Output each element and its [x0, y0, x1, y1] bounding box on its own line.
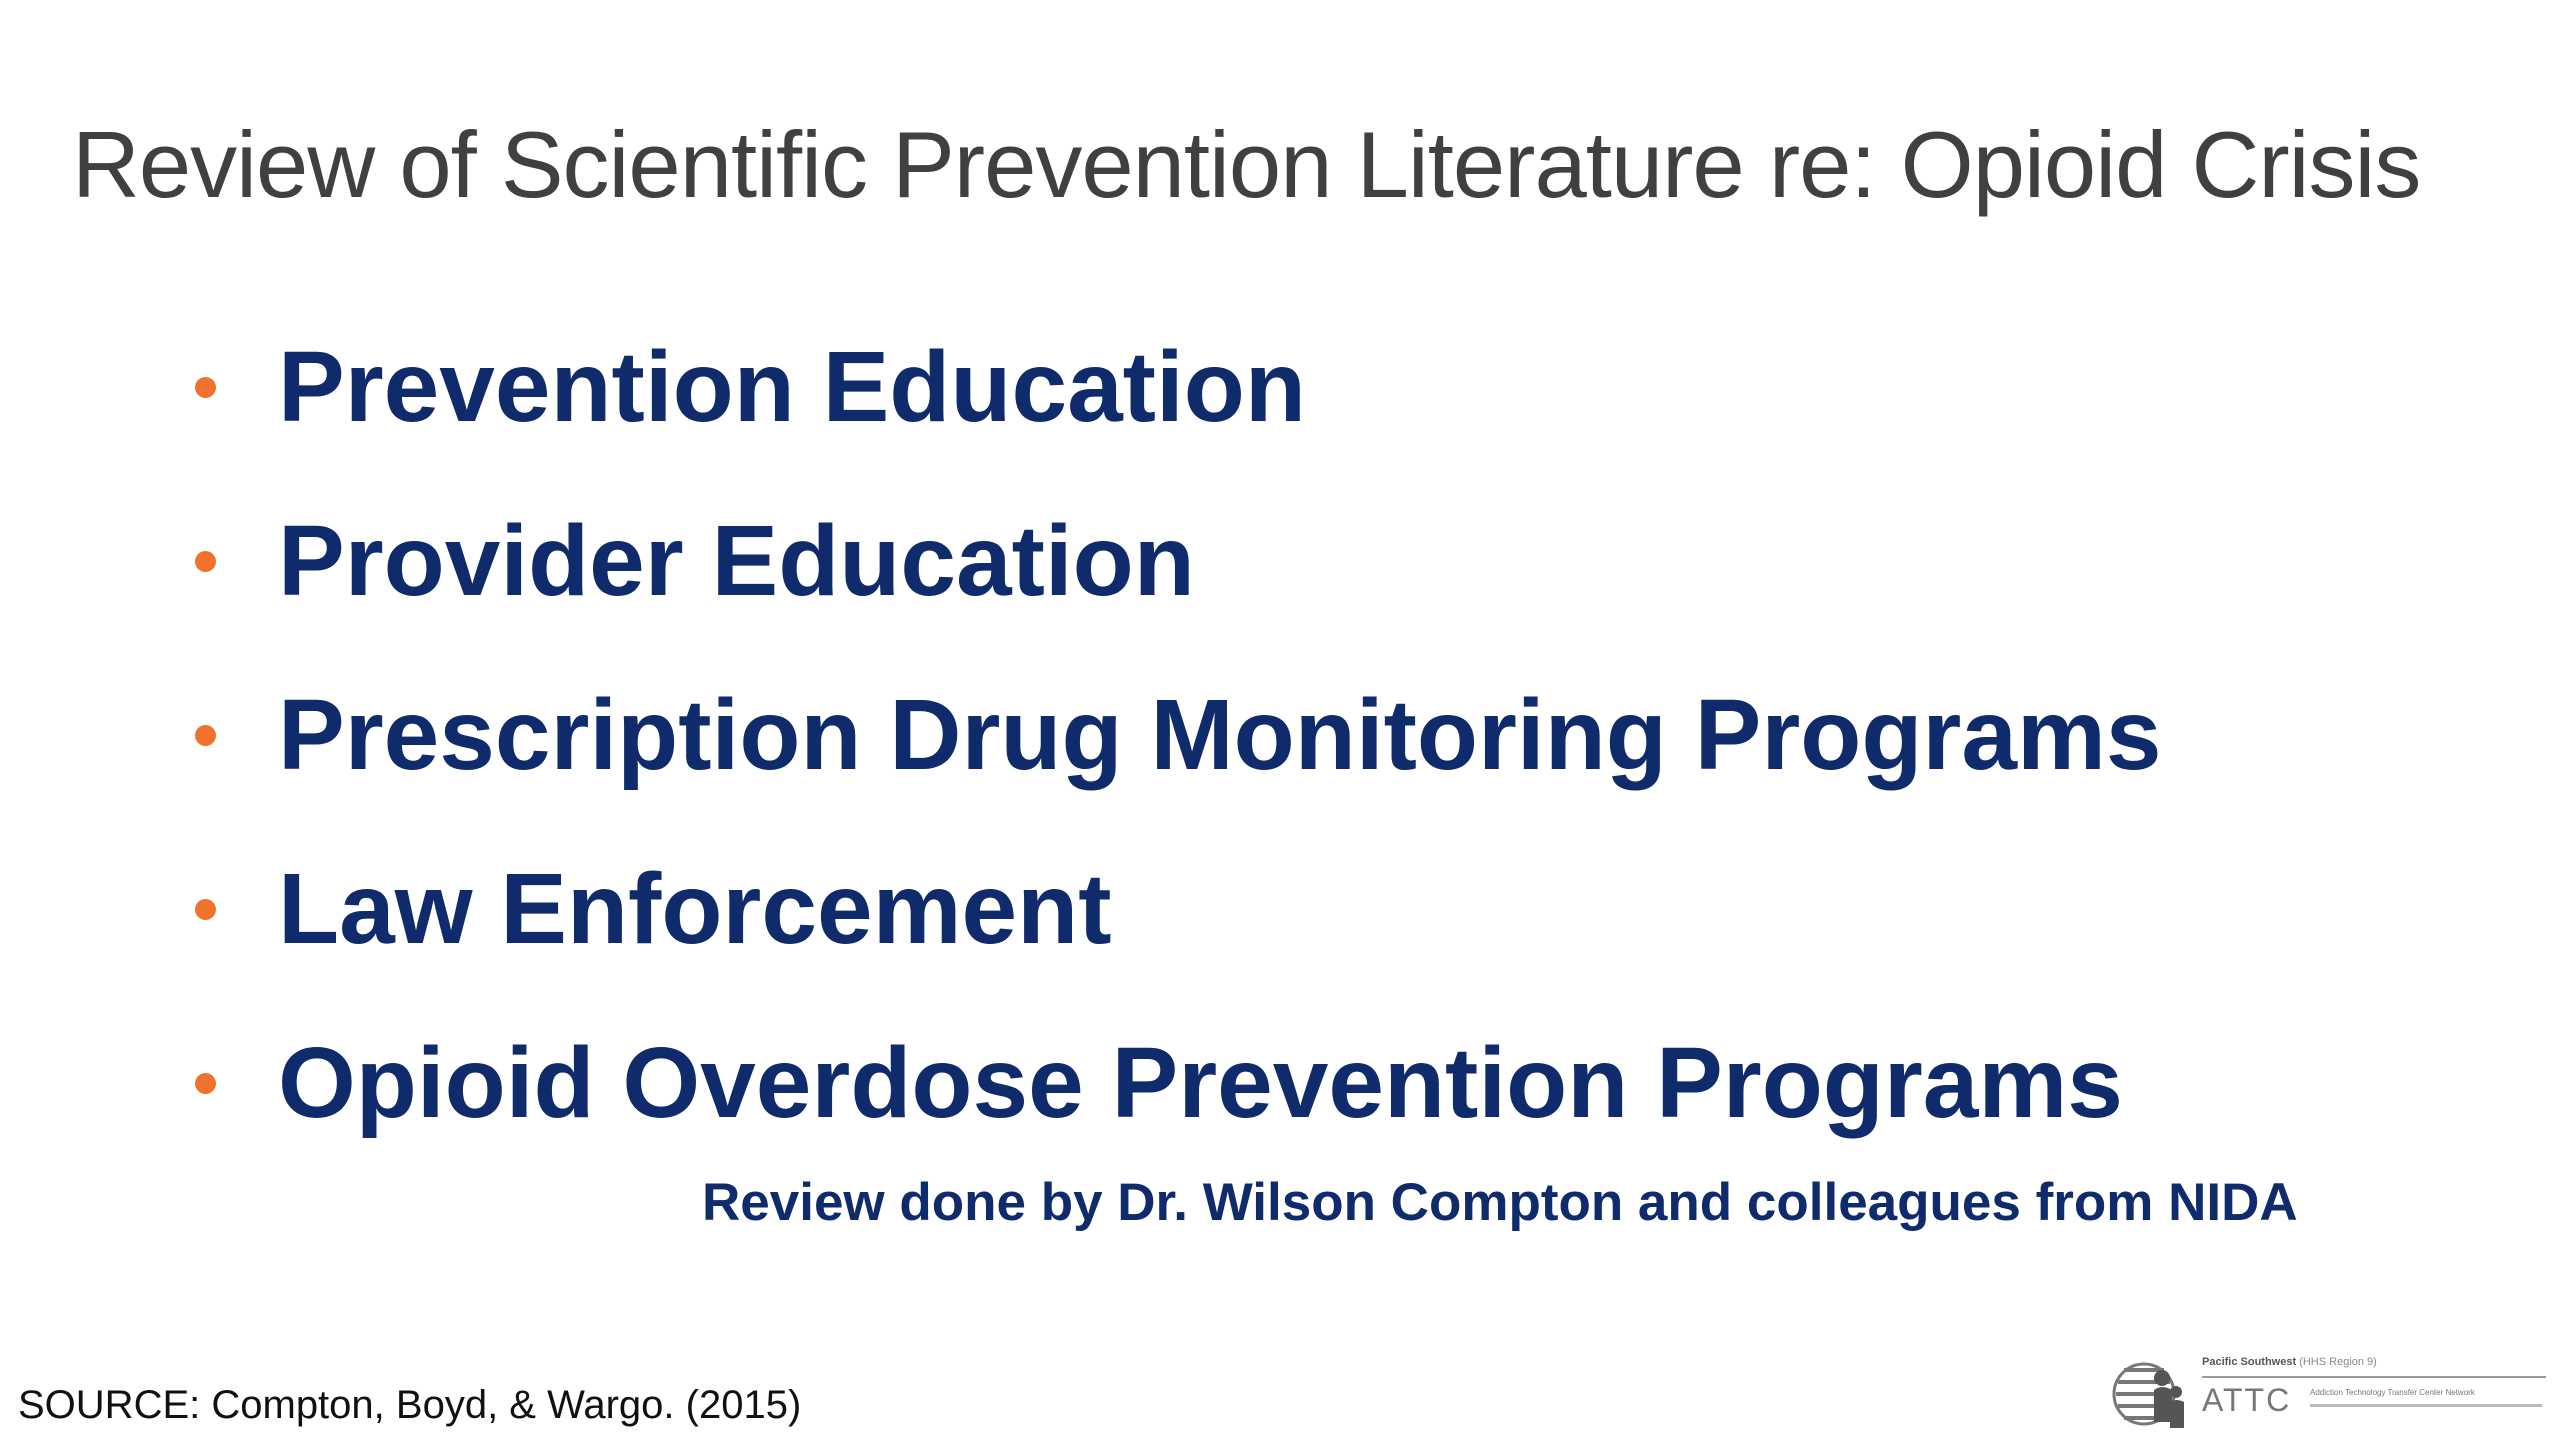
bullet-item: [195, 300, 2162, 474]
bullet-dot-icon: [195, 1073, 216, 1094]
source-citation: SOURCE: Compton, Boyd, & Wargo. (2015): [18, 1383, 802, 1427]
logo-org-name: [2202, 1356, 2377, 1368]
logo-name: ATTC: [2202, 1382, 2292, 1418]
bullet-item: [195, 648, 2162, 822]
logo-fine-print: [2310, 1404, 2542, 1407]
bullet-dot-icon: [195, 551, 216, 572]
bullet-text: Prevention Education: [278, 330, 1306, 443]
attc-logo: [2110, 1348, 2550, 1440]
bullet-dot-icon: [195, 377, 216, 398]
bullet-item: [195, 822, 2162, 996]
review-note: Review done by Dr. Wilson Compton and colleagues from NIDA: [702, 1173, 2298, 1232]
bullet-dot-icon: [195, 725, 216, 746]
bullet-dot-icon: [195, 899, 216, 920]
globe-people-icon: [2110, 1348, 2188, 1438]
logo-region-label: (HHS Region 9): [2299, 1356, 2377, 1368]
logo-divider: [2202, 1376, 2546, 1378]
bullet-text: Law Enforcement: [278, 852, 1112, 965]
logo-tagline: Addiction Technology Transfer Center Network: [2310, 1388, 2475, 1397]
bullet-item: [195, 996, 2162, 1170]
slide-title: Review of Scientific Prevention Literature re: Opioid Crisis: [72, 112, 2421, 217]
logo-org-label: Pacific Southwest: [2202, 1356, 2297, 1368]
bullet-text: Prescription Drug Monitoring Programs: [278, 678, 2162, 791]
bullet-text: Provider Education: [278, 504, 1195, 617]
bullet-list: [195, 300, 2162, 1170]
bullet-text: Opioid Overdose Prevention Programs: [278, 1026, 2123, 1139]
bullet-item: [195, 474, 2162, 648]
